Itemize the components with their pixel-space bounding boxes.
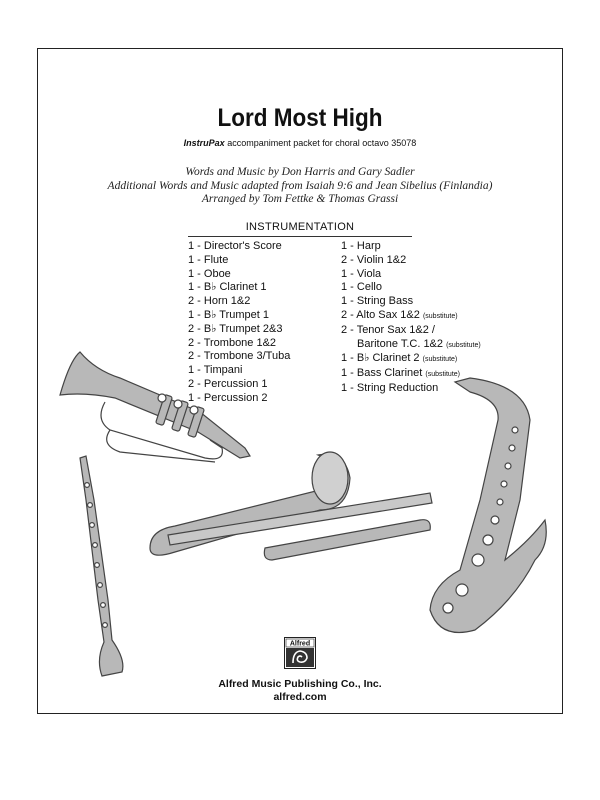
publisher-url: alfred.com <box>273 691 327 703</box>
saxophone-illustration <box>430 378 546 633</box>
list-item: 2 - Alto Sax 1&2 (substitute) <box>341 308 458 321</box>
list-item: 1 - Viola <box>341 267 382 280</box>
publisher-name: Alfred Music Publishing Co., Inc. <box>218 678 382 690</box>
brand-name: InstruPax <box>183 138 225 148</box>
clarinet-illustration <box>80 456 123 676</box>
list-item: 1 - Bass Clarinet (substitute) <box>341 367 460 380</box>
list-item: 1 - Cello <box>341 281 382 294</box>
list-item: Baritone T.C. 1&2 (substitute) <box>357 337 481 350</box>
list-item: 2 - Trombone 1&2 <box>188 336 277 349</box>
instrumentation-heading: INSTRUMENTATION <box>245 221 355 233</box>
instrument-list-left <box>188 240 290 406</box>
instrument-list-right <box>341 240 481 396</box>
subtitle-text: accompaniment packet for choral octavo 35078 <box>224 138 417 148</box>
list-item: 2 - B♭ Trumpet 2&3 <box>188 322 283 335</box>
page-title: Lord Most High <box>217 104 383 132</box>
list-item: 1 - B♭ Trumpet 1 <box>188 308 269 321</box>
list-item: 2 - Violin 1&2 <box>341 253 407 266</box>
substitute-note: (substitute) <box>446 341 481 349</box>
list-item: 1 - Harp <box>341 240 381 252</box>
credit-line: Additional Words and Music adapted from Isaiah 9:6 and Jean Sibelius (Finlandia) <box>107 179 493 192</box>
substitute-note: (substitute) <box>422 312 458 320</box>
list-item: 1 - String Bass <box>341 295 414 308</box>
publisher <box>0 678 600 704</box>
list-item: 1 - String Reduction <box>341 381 439 394</box>
list-item: 1 - B♭ Clarinet 2 (substitute) <box>341 352 458 365</box>
list-item: 2 - Horn 1&2 <box>188 295 251 308</box>
list-item: 1 - B♭ Clarinet 1 <box>188 281 267 294</box>
alfred-logo <box>284 637 316 669</box>
list-item: 2 - Percussion 1 <box>188 377 268 390</box>
list-item: 1 - Percussion 2 <box>188 391 268 404</box>
substitute-note: (substitute) <box>425 371 460 379</box>
substitute-note: (substitute) <box>422 356 458 364</box>
list-item: 1 - Timpani <box>188 364 243 377</box>
credit-line: Arranged by Tom Fettke & Thomas Grassi <box>201 193 399 205</box>
list-item: 1 - Director's Score <box>188 240 282 252</box>
svg-text:Alfred: Alfred <box>289 640 311 648</box>
subtitle <box>0 138 600 148</box>
list-item: 2 - Tenor Sax 1&2 / <box>341 323 435 336</box>
list-item: 1 - Flute <box>188 253 229 266</box>
heading-rule <box>188 236 412 237</box>
trombone-illustration <box>150 452 432 560</box>
credits <box>0 166 600 207</box>
list-item: 1 - Oboe <box>188 267 231 280</box>
credit-line: Words and Music by Don Harris and Gary Sadler <box>185 166 415 178</box>
list-item: 2 - Trombone 3/Tuba <box>188 350 291 363</box>
